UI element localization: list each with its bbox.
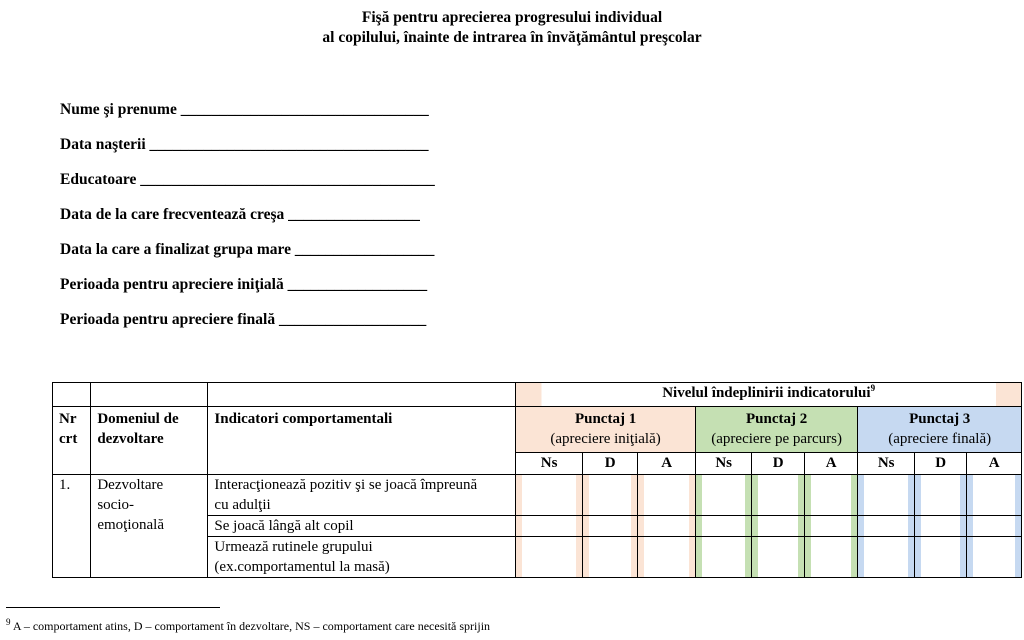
- field-data-grupa-mare[interactable]: [60, 240, 434, 260]
- punctaj-2-header: [695, 407, 857, 453]
- field-label: Data de la care frecventează creşa: [60, 206, 285, 223]
- header-row-1: [53, 383, 1022, 407]
- footnote-text: A – comportament atins, D – comportament în dezvoltare, NS – comportament care necesită sprijin: [12, 619, 491, 633]
- score-cell-p2-d[interactable]: [752, 537, 804, 578]
- domeniu-header: [91, 407, 208, 475]
- score-cell-p2-d[interactable]: [752, 475, 804, 516]
- nr-header-line: Nr: [59, 411, 77, 427]
- field-label: Perioada pentru apreciere finală: [60, 311, 276, 328]
- punctaj-1-title: Punctaj 1: [574, 411, 637, 427]
- score-cell-p1-ns[interactable]: [516, 516, 583, 537]
- nivel-header-text: Nivelul îndeplinirii indicatorului: [662, 385, 871, 401]
- field-blank: _________________: [288, 206, 420, 223]
- level-d-header: D: [582, 453, 638, 475]
- table-row: [53, 475, 1022, 516]
- domeniu-header-line-2: dezvoltare: [97, 431, 164, 447]
- score-cell-p1-ns[interactable]: [516, 537, 583, 578]
- score-cell-p1-a[interactable]: [638, 516, 696, 537]
- field-educatoare[interactable]: [60, 170, 435, 190]
- level-d-header: D: [914, 453, 966, 475]
- indicator-cell: [208, 475, 516, 516]
- indicator-line-1: Se joacă lângă alt copil: [214, 518, 354, 534]
- field-label: Perioada pentru apreciere iniţială: [60, 276, 284, 293]
- punctaj-2-subtitle: (apreciere pe parcurs): [711, 431, 843, 447]
- score-cell-p2-ns[interactable]: [695, 475, 752, 516]
- score-cell-p3-d[interactable]: [914, 516, 966, 537]
- field-blank: __________________: [287, 276, 428, 293]
- score-cell-p1-d[interactable]: [582, 516, 638, 537]
- field-blank: ___________________: [278, 311, 427, 328]
- level-ns-header: Ns: [516, 453, 583, 475]
- score-cell-p2-ns[interactable]: [695, 537, 752, 578]
- page-title: [0, 8, 1024, 48]
- domain-line-3: emoţională: [97, 517, 164, 533]
- score-cell-p3-ns[interactable]: [858, 475, 915, 516]
- domain-line-2: socio-: [97, 497, 135, 513]
- score-cell-p2-a[interactable]: [804, 475, 857, 516]
- domain-line-1: Dezvoltare: [97, 477, 164, 493]
- footnote-ref: 9: [870, 383, 876, 393]
- score-cell-p1-a[interactable]: [638, 537, 696, 578]
- score-cell-p1-ns[interactable]: [516, 475, 583, 516]
- field-data-cresa[interactable]: [60, 205, 420, 225]
- punctaj-2-title: Punctaj 2: [746, 411, 808, 427]
- field-perioada-finala[interactable]: [60, 310, 426, 330]
- field-label: Nume şi prenume: [60, 101, 177, 118]
- domeniu-header-line-1: Domeniul de: [97, 411, 179, 427]
- level-a-header: A: [638, 453, 696, 475]
- crt-header-line: crt: [59, 431, 78, 447]
- field-label: Educatoare: [60, 171, 137, 188]
- title-line-1: Fişă pentru aprecierea progresului individual: [361, 9, 663, 26]
- field-blank: ______________________________________: [140, 171, 435, 188]
- indicator-line-1: Interacţionează pozitiv şi se joacă împreună: [214, 477, 478, 493]
- score-cell-p1-a[interactable]: [638, 475, 696, 516]
- punctaj-3-title: Punctaj 3: [909, 411, 971, 427]
- empty-header-cell: [91, 383, 208, 407]
- footnote-separator: [6, 607, 220, 608]
- row-nr: 1.: [53, 475, 91, 578]
- score-cell-p2-d[interactable]: [752, 516, 804, 537]
- assessment-table: [52, 382, 1022, 578]
- score-cell-p1-d[interactable]: [582, 537, 638, 578]
- score-cell-p2-ns[interactable]: [695, 516, 752, 537]
- score-cell-p3-ns[interactable]: [858, 516, 915, 537]
- row-domain: [91, 475, 208, 578]
- punctaj-1-header: [516, 407, 696, 453]
- field-perioada-initiala[interactable]: [60, 275, 427, 295]
- indicator-cell: [208, 516, 516, 537]
- level-a-header: A: [804, 453, 857, 475]
- score-cell-p3-a[interactable]: [967, 475, 1022, 516]
- punctaj-1-subtitle: (apreciere iniţială): [550, 431, 661, 447]
- field-label: Data la care a finalizat grupa mare: [60, 241, 292, 258]
- footnote-number: 9: [6, 617, 11, 627]
- level-ns-header: Ns: [695, 453, 752, 475]
- title-line-2: al copilului, înainte de intrarea în învăţământul preşcolar: [322, 29, 702, 46]
- indicatori-header: Indicatori comportamentali: [208, 407, 516, 475]
- score-cell-p3-a[interactable]: [967, 516, 1022, 537]
- empty-header-cell: [208, 383, 516, 407]
- empty-header-cell: [53, 383, 91, 407]
- indicator-line-2: cu adulţii: [214, 497, 271, 513]
- field-blank: ________________________________: [180, 101, 429, 118]
- field-nume[interactable]: [60, 100, 429, 120]
- field-blank: __________________: [294, 241, 435, 258]
- level-a-header: A: [967, 453, 1022, 475]
- field-label: Data naşterii: [60, 136, 146, 153]
- footnote: [6, 619, 490, 634]
- score-cell-p1-d[interactable]: [582, 475, 638, 516]
- score-cell-p3-ns[interactable]: [858, 537, 915, 578]
- indicator-line-1: Urmează rutinele grupului: [214, 539, 373, 555]
- score-cell-p3-a[interactable]: [967, 537, 1022, 578]
- indicator-cell: [208, 537, 516, 578]
- score-cell-p2-a[interactable]: [804, 516, 857, 537]
- nivel-header: [516, 383, 1022, 407]
- score-cell-p3-d[interactable]: [914, 475, 966, 516]
- score-cell-p2-a[interactable]: [804, 537, 857, 578]
- score-cell-p3-d[interactable]: [914, 537, 966, 578]
- field-blank: ____________________________________: [149, 136, 429, 153]
- header-row-2: [53, 407, 1022, 453]
- nr-crt-header: [53, 407, 91, 475]
- level-d-header: D: [752, 453, 804, 475]
- indicator-line-2: (ex.comportamentul la masă): [214, 559, 390, 575]
- field-data-nasterii[interactable]: [60, 135, 429, 155]
- punctaj-3-header: [858, 407, 1022, 453]
- punctaj-3-subtitle: (apreciere finală): [888, 431, 992, 447]
- level-ns-header: Ns: [858, 453, 915, 475]
